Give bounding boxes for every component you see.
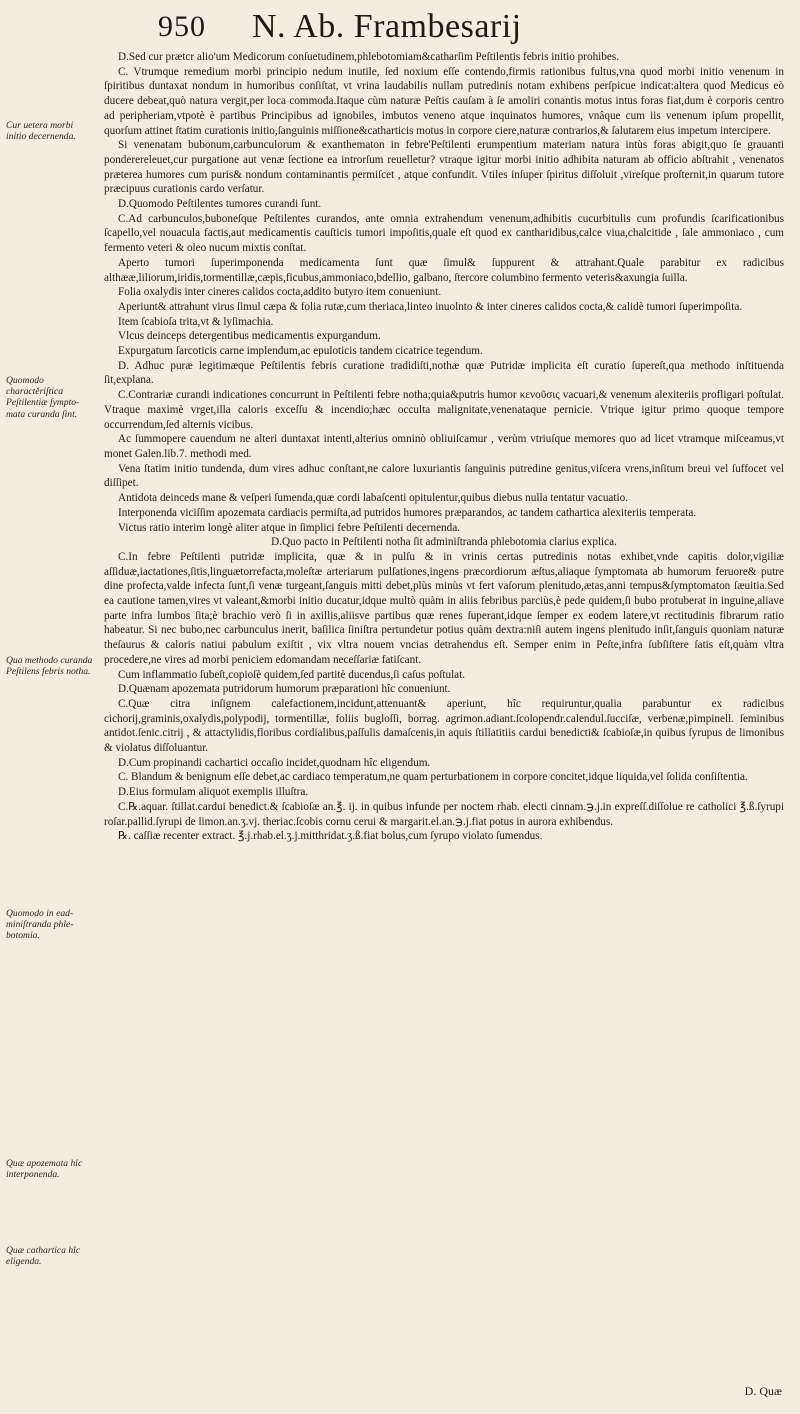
paragraph: C.Quæ citra inſignem calefactionem,incidunt,attenuant& aperiunt, hîc requiruntur,qualia parabuntur ex radicibus cichorij,graminis,oxalydis,polypodij, tormentillæ, foliis bugloſſi, borrag. agrimon.adiant.ſcolopendr.calendul.ſucciſæ, verbenæ,pimpinell. ſeminibus antidot.ſenic.citrij , & attactylidis,floribus cordialibus,paſſulis damaſcenis,in aquis ſtillatitiis cardui benedicti& ſcabioſæ,in quibus ſyrupus de limonibus & violatus diſſoluantur. bbox=[104, 697, 784, 755]
paragraph: Item ſcabioſa trita,vt & lyſimachia. bbox=[118, 315, 274, 328]
paragraph: Ac ſummopere cauendum ne alteri duntaxat intenti,alterius omninò obliuiſcamur , verùm vtriuſque memores quo ad licet vtramque miſceamus,vt monet Galen.lib.7. methodi med. bbox=[104, 433, 784, 460]
paragraph: ℞. caſſiæ recenter extract. ℥.j.rhab.el.ʒ.j.mitthridat.ʒ.ß.fiat bolus,cum ſyrupo violato ſumendus. bbox=[118, 830, 543, 843]
paragraph: Si venenatam bubonum,carbunculorum & exanthematon in febre'Peſtilenti erumpentium materiam natura intùs foras abigit,quo ſe grauanti ponderereleuet,cur purgatione aut venæ ſectione ea introrſum reuelletur? vtraque igitur morbi initio adhibita naturam ab officio abſtrahit , venenatos præterea humores cum puris& nondum contaminantis permiſcet , atque confundit. Vtiles inſuper ſpiritus diſſoluit ,vireſque proſternit,in quarum tutore præcipuus curationis cardo verſatur. bbox=[104, 139, 784, 196]
paragraph: Folia oxalydis inter cineres calidos cocta,addito butyro item conueniunt. bbox=[118, 286, 442, 299]
margin-note: Quomodo charactěriſtica Peſtilentiæ ſympto-mata curanda ſint. bbox=[6, 375, 80, 420]
margin-note: Quæ cathartica hîc eligenda. bbox=[6, 1245, 81, 1268]
paragraph: Victus ratio interim longè aliter atque in ſimplici febre Peſtilenti decernenda. bbox=[118, 521, 460, 534]
paragraph: Aperto tumori ſuperimponenda medicamenta ſunt quæ ſimul& ſuppurent & attrahant.Quale parabitur ex radicibus althææ,liliorum,iridis,tormentillæ,cæpis,ficubus,ammoniaco,bdellio, galbano, ſtercore columbino fermento veteris&axungia ſuilla. bbox=[104, 256, 784, 284]
paragraph: C.Contrariæ curandi indicationes concurrunt in Peſtilenti febre notha;quia&putris humor κενοῦσις vacuari,& venenum alexiteriis profligari poſtulat. Vtraque maximè vrget,illa caloris exceſſu & incendio;hæc occulta malignitate,venenataque pernicie. Vtrique igitur primo quoque tempore occurrendum,ſed alternis vicibus. bbox=[104, 389, 784, 431]
paragraph: C.℞.aquar. ſtillat.cardui benedict.& ſcabioſæ an.℥. ij. in quibus infunde per noctem rhab. electi cinnam.℈.j.in expreſſ.diſſolue re catholici ℥.ß.ſyrupi roſar.pallid.ſyrupi de limon.an.ʒ.vj. theriac.ſcobis cornu cerui & margarit.el.an.℈.j.fiat potus in aurora exhibendus. bbox=[104, 800, 784, 828]
paragraph: D.Quomodo Peſtilentes tumores curandi ſunt. bbox=[118, 198, 322, 211]
paragraph: D. Adhuc puræ legitimæque Peſtilentis febris curatione tradidiſti,nothæ quæ Putridæ implicita eſt curatio ſupereſt,qua methodo inſtituenda ſit,explana. bbox=[104, 359, 784, 387]
paragraph: Vena ſtatim initio tundenda, dum vires adhuc conſtant,ne calore luxuriantis ſanguinis putredine genitus,viſcera vrens,inſitum breui vel ſuffocet vel diſſipet. bbox=[104, 462, 784, 490]
margin-note: Cur uetera morbi initio decernenda. bbox=[6, 120, 76, 143]
running-head: N. Ab. Frambesarij bbox=[252, 8, 522, 45]
page-header bbox=[0, 4, 800, 52]
paragraph: Vlcus deinceps detergentibus medicamentis expurgandum. bbox=[118, 330, 381, 343]
paragraph: C.Ad carbunculos,buboneſque Peſtilentes curandos, ante omnia extrahendum venenum,adhibitis cucurbitulis cum profundis ſcarificationibus ſcapello,vel nouacula factis,aut medicamentis cauſticis tumori impoſitis,quale eſt quod ex cantharidibus,calce viua,chalcitide , ſale ammoniaco , cum fermento veteri & oleo nucum mixtis conſtat. bbox=[104, 212, 784, 255]
margin-note: Qua methodo curanda Peſtilens febris notha. bbox=[6, 655, 93, 678]
paragraph: Antidota deinceds mane & veſperi ſumenda,quæ cordi labaſcenti opitulentur,quibus diebus nulla tentatur vacuatio. bbox=[118, 492, 628, 505]
paragraph: D.Eius formulam aliquot exemplis illuſtra. bbox=[118, 786, 309, 799]
paragraph: Cum inflammatio ſubeſt,copioſè quidem,ſed partitè ducendus,ſi caſus poſtulat. bbox=[118, 668, 466, 681]
paragraph: Expurgatum ſarcoticis carne implendum,ac epuloticis tandem cicatrice tegendum. bbox=[118, 345, 483, 358]
paragraph: D.Cum propinandi cachartici occaſio incidet,quodnam hîc eligendum. bbox=[118, 756, 431, 769]
paragraph: C. Vtrumque remedium morbi principio nedum inutile, ſed noxium eſſe contendo,firmis rationibus fultus,vna quod morbi initio venenum in ſpiritibus duntaxat nondum in humoribus conſiſtat, vt vrina laudabilis nullam putredinis notam exhibens perſpicue indicat:altera quod Medicus eò ducere debeat,quò natura vergit,per loca commoda.Itaque cùm naturæ Peſtis cauſam à ſe amoliri conantis motus intus foras fiat,dum è corporis centro ad peripheriam,vtpotè è partibus Principibus ad ignobiles, imbutos veneno atque inquinatos humores, vnâque cum iis venenum ipſum propellit, quorſum attinet ſtatim curationis initio,ſanguinis miſſione&catharticis motus in corpore ciere,naturæ contrarios,& ſalutarem eius impetum intercipere. bbox=[104, 65, 784, 137]
paragraph: D.Quo pacto in Peſtilenti notha ſit adminiſtranda phlebotomia clarius explica. bbox=[271, 536, 617, 549]
margin-note: Quæ apozemata hîc interponenda. bbox=[6, 1158, 83, 1181]
paragraph: D.Sed cur prætcr alio'um Medicorum conſuetudinem,phlebotomiam&catharſim Peſtilentis febris initio prohibes. bbox=[118, 51, 620, 63]
paragraph: D.Quænam apozemata putridorum humorum præparationi hîc conueniunt. bbox=[118, 683, 451, 696]
paragraph: C. Blandum & benignum eſſe debet,ac cardiaco temperatum,ne quam perturbationem in corpore concitet,idque liquida,vel ſolida conſiſtentia. bbox=[118, 771, 748, 784]
main-text bbox=[104, 50, 784, 844]
margin-note: Quomodo in ead-miniſtranda phle-botomia. bbox=[6, 908, 74, 942]
paragraph: Interponenda viciſſim apozemata cardiacis permiſta,ad putridos humores præparandos, ac tandem cathartica alexiteriis temperata. bbox=[118, 506, 697, 519]
paragraph: Aperiunt& attrahunt virus ſimul cæpa & folia rutæ,cum theriaca,linteo inuolnto & inter cineres calidos cocta,& calidè tumori ſuperimpoſita. bbox=[118, 300, 743, 313]
catchword: D. Quæ bbox=[744, 1384, 782, 1398]
paragraph: C.In febre Peſtilenti putridæ implicita, quæ & in pulſu & in vrinis certas putredinis notas exhibet,vnde capitis dolor,vigiliæ aſſiduæ,iactationes,ſitis,linguætorrefacta,moleſtæ arteriarum pulſationes,ingens præcordiorum æſtus,aliaque ſymptomata ab humorum feruore& putre dine profecta,valde infecta ſunt,ſi venæ turgeant,ſanguis mitti debet,plùs minùs vt fert vaſorum plenitudo,ætas,anni tempus&ſymptomaton ſæuitia.Sed ea cautione tamen,vires vt valeant,&morbi initio ducatur,idque multò quàm in aliis febribus parciùs,è pede quidem,ſi bubo protuberat in inguine,aliave parte infra lumbos ſita;è brachio verò ſi in axillis,aliisve partibus quæ renes ſuperant,idque ſemper ex eodem latere,vt rectitudinis fibrarum ratio habeatur. Si nec bubo,nec carbunculus inerit, baſilica ſiniſtra pertundetur potius quàm dextra:niſi autem ingens plenitudo inſit,ſanguis quoniam naturæ theſaurus & caloris natiui pabulum exiſtit , vix vltra nouem vncias detrahendus eſt. Semper enim in Peſte,infra ſubſiſtere ſatis eſt,quàm vltra procedere,ne vires ad morbi peniciem edomandam neceſſariæ fatiſcant. bbox=[104, 550, 784, 666]
page-number: 950 bbox=[158, 10, 206, 43]
